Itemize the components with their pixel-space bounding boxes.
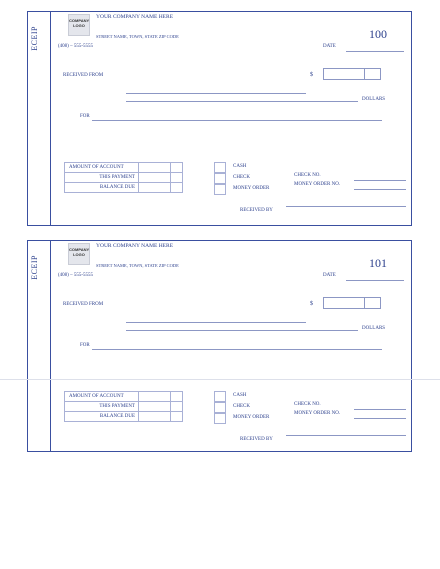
cash-checkbox[interactable] (214, 162, 226, 173)
account-cents-cell[interactable] (171, 163, 183, 173)
company-logo (68, 14, 90, 36)
account-amount-cell[interactable] (139, 163, 171, 173)
amount-field[interactable] (323, 68, 381, 80)
received-from-field[interactable] (126, 93, 306, 94)
dollars-label: DOLLARS (362, 97, 386, 102)
company-address: STREET NAME, TOWN, STATE ZIP CODE (96, 263, 179, 268)
dollars-written-field[interactable] (126, 330, 358, 331)
check-no-label: CHECK NO. (294, 402, 321, 407)
receipt-stub (28, 12, 51, 225)
receipt-101 (27, 240, 412, 452)
account-cents-cell[interactable] (171, 412, 183, 422)
account-cents-cell[interactable] (171, 402, 183, 412)
company-name: YOUR COMPANY NAME HERE (96, 14, 174, 20)
company-phone: (408) – 555-5555 (58, 273, 93, 278)
date-field[interactable] (346, 51, 404, 52)
account-amount-cell[interactable] (139, 183, 171, 193)
company-phone: (408) – 555-5555 (58, 44, 93, 49)
money-order-no-field[interactable] (354, 189, 406, 190)
receipt-stub (28, 241, 51, 451)
money-order-no-field[interactable] (354, 418, 406, 419)
dollar-sign: $ (310, 72, 313, 78)
dollar-sign: $ (310, 301, 313, 307)
fold-line (0, 379, 440, 380)
received-from-field[interactable] (126, 322, 306, 323)
table-row (65, 392, 183, 402)
cash-checkbox[interactable] (214, 391, 226, 402)
dollars-label: DOLLARS (362, 326, 386, 331)
stub-label: ECEIP (30, 26, 39, 51)
receipt-100 (27, 11, 412, 226)
money-order-no-label: MONEY ORDER NO. (294, 411, 341, 416)
money-order-checkbox[interactable] (214, 413, 226, 424)
payment-option-label: CASH (233, 164, 247, 169)
account-amount-cell[interactable] (139, 412, 171, 422)
company-address: STREET NAME, TOWN, STATE ZIP CODE (96, 34, 179, 39)
date-field[interactable] (346, 280, 404, 281)
account-row-label: THIS PAYMENT (65, 402, 139, 412)
check-no-label: CHECK NO. (294, 173, 321, 178)
receipt-number: 100 (369, 27, 387, 41)
account-row-label: BALANCE DUE (65, 412, 139, 422)
received-from-label: RECEIVED FROM (63, 302, 104, 307)
check-no-field[interactable] (354, 409, 406, 410)
money-order-checkbox[interactable] (214, 184, 226, 195)
logo-text-line2: LOGO (73, 252, 85, 257)
table-row (65, 163, 183, 173)
date-label: DATE (323, 273, 336, 278)
money-order-no-label: MONEY ORDER NO. (294, 182, 341, 187)
received-by-field[interactable] (286, 435, 406, 436)
for-label: FOR (80, 114, 90, 119)
table-row (65, 402, 183, 412)
logo-text-line1: COMPANY (69, 247, 90, 252)
received-by-field[interactable] (286, 206, 406, 207)
account-amount-cell[interactable] (139, 392, 171, 402)
check-checkbox[interactable] (214, 173, 226, 184)
received-by-label: RECEIVED BY (240, 437, 273, 442)
account-table (64, 162, 183, 193)
amount-field[interactable] (323, 297, 381, 309)
company-name: YOUR COMPANY NAME HERE (96, 243, 174, 249)
account-cents-cell[interactable] (171, 392, 183, 402)
received-by-label: RECEIVED BY (240, 208, 273, 213)
company-logo (68, 243, 90, 265)
table-row (65, 183, 183, 193)
payment-option-label: MONEY ORDER (233, 186, 270, 191)
table-row (65, 173, 183, 183)
receipt-number: 101 (369, 256, 387, 270)
table-row (65, 412, 183, 422)
dollars-written-field[interactable] (126, 101, 358, 102)
account-row-label: AMOUNT OF ACCOUNT (65, 392, 139, 402)
received-from-label: RECEIVED FROM (63, 73, 104, 78)
account-cents-cell[interactable] (171, 173, 183, 183)
account-row-label: THIS PAYMENT (65, 173, 139, 183)
payment-option-label: CHECK (233, 404, 250, 409)
payment-option-label: CASH (233, 393, 247, 398)
for-field[interactable] (92, 120, 382, 121)
account-amount-cell[interactable] (139, 173, 171, 183)
account-row-label: AMOUNT OF ACCOUNT (65, 163, 139, 173)
payment-option-label: MONEY ORDER (233, 415, 270, 420)
for-label: FOR (80, 343, 90, 348)
stub-label: ECEIP (30, 255, 39, 280)
date-label: DATE (323, 44, 336, 49)
logo-text-line2: LOGO (73, 23, 85, 28)
payment-option-label: CHECK (233, 175, 250, 180)
account-row-label: BALANCE DUE (65, 183, 139, 193)
check-no-field[interactable] (354, 180, 406, 181)
account-cents-cell[interactable] (171, 183, 183, 193)
logo-text-line1: COMPANY (69, 18, 90, 23)
account-table (64, 391, 183, 422)
for-field[interactable] (92, 349, 382, 350)
account-amount-cell[interactable] (139, 402, 171, 412)
check-checkbox[interactable] (214, 402, 226, 413)
